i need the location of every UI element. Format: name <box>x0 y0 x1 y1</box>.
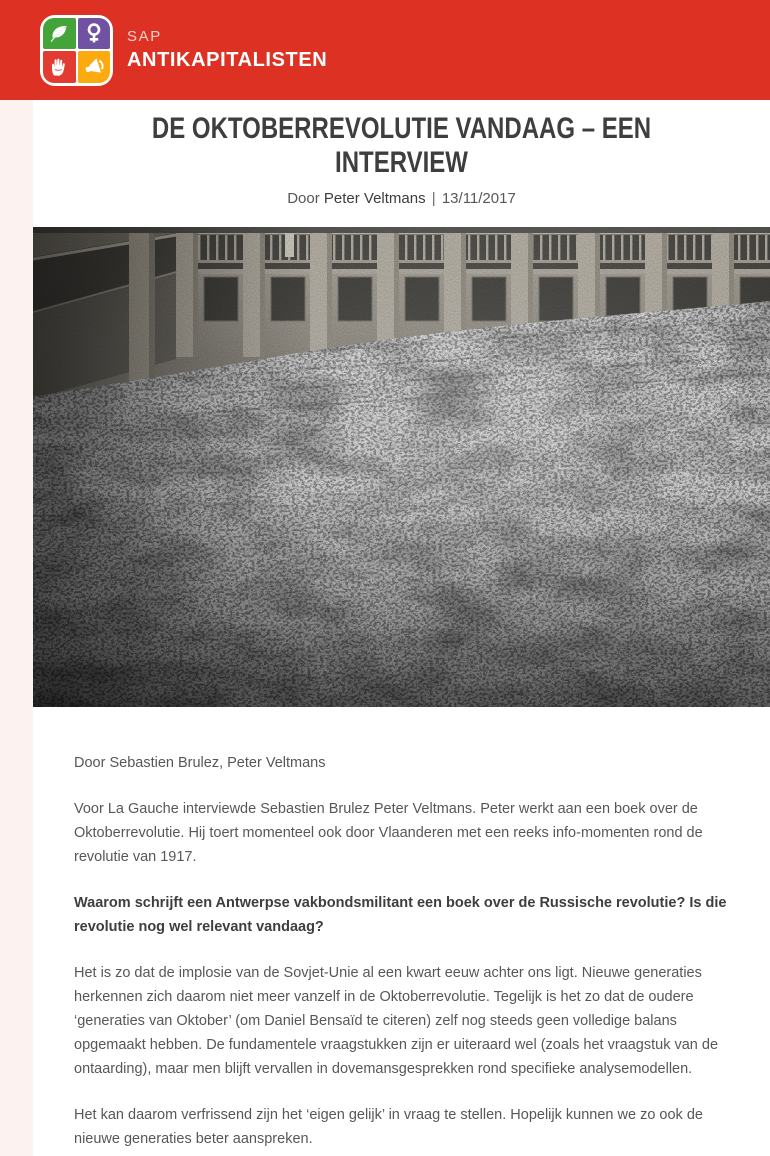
byline-separator: | <box>431 190 436 207</box>
paragraph-answer-1: Het is zo dat de implosie van de Sovjet-Unie al een kwart eeuw achter ons ligt. Nieuwe generaties herkennen zich daarom niet meer vanzelf in de Oktoberrevolutie. Tegelijk is het zo dat de oudere ‘generaties van Oktober’ (om Daniel Bensaïd te citeren) zelf nog steeds geen volledige balans opgemaakt hebben. De fundamentele vraagstukken zijn er uiteraard wel (zoals het vraagstuk van de ontaarding), maar men blijft vervallen in dovemansgesprekken rond specifieke analysemodellen. <box>74 965 719 1077</box>
paragraph-interview-question: Waarom schrijft een Antwerpse vakbondsmilitant een boek over de Russische revolutie? Is die revolutie nog wel relevant vandaag? <box>74 895 727 935</box>
title-line-2: INTERVIEW <box>335 146 468 179</box>
title-line-1: DE OKTOBERREVOLUTIE VANDAAG – EEN <box>151 112 652 145</box>
article-title <box>107 112 697 180</box>
hero-image <box>33 227 770 707</box>
megaphone-icon <box>78 51 111 83</box>
logo-text <box>127 28 327 71</box>
site-header <box>0 0 770 100</box>
article-card <box>33 100 770 1156</box>
byline-author-link[interactable]: Peter Veltmans <box>323 190 426 207</box>
logo-grid <box>43 18 110 83</box>
paragraph-authors: Door Sebastien Brulez, Peter Veltmans <box>74 755 326 771</box>
byline-prefix: Door <box>287 190 320 207</box>
logo-subtitle: SAP <box>127 28 162 46</box>
article-byline <box>33 190 770 208</box>
raised-fist-icon <box>43 51 76 83</box>
byline-date: 13/11/2017 <box>441 190 516 207</box>
leaf-icon <box>43 18 76 50</box>
photo-lighting <box>33 227 770 707</box>
female-symbol-icon <box>78 18 111 50</box>
site-logo[interactable] <box>40 15 113 86</box>
paragraph-answer-2: Het kan daarom verfrissend zijn het ‘eigen gelijk’ in vraag te stellen. Hopelijk kunnen we zo ook de nieuwe generaties beter aanspreken. <box>74 1107 703 1147</box>
logo-title: ANTIKAPITALISTEN <box>127 48 328 71</box>
article-body <box>33 751 770 1151</box>
crowd-photo-svg <box>33 227 770 707</box>
paragraph-intro: Voor La Gauche interviewde Sebastien Brulez Peter Veltmans. Peter werkt aan een boek over de Oktoberrevolutie. Hij toert momenteel ook door Vlaanderen met een reeks info-momenten rond de revolutie van 1917. <box>74 801 703 865</box>
